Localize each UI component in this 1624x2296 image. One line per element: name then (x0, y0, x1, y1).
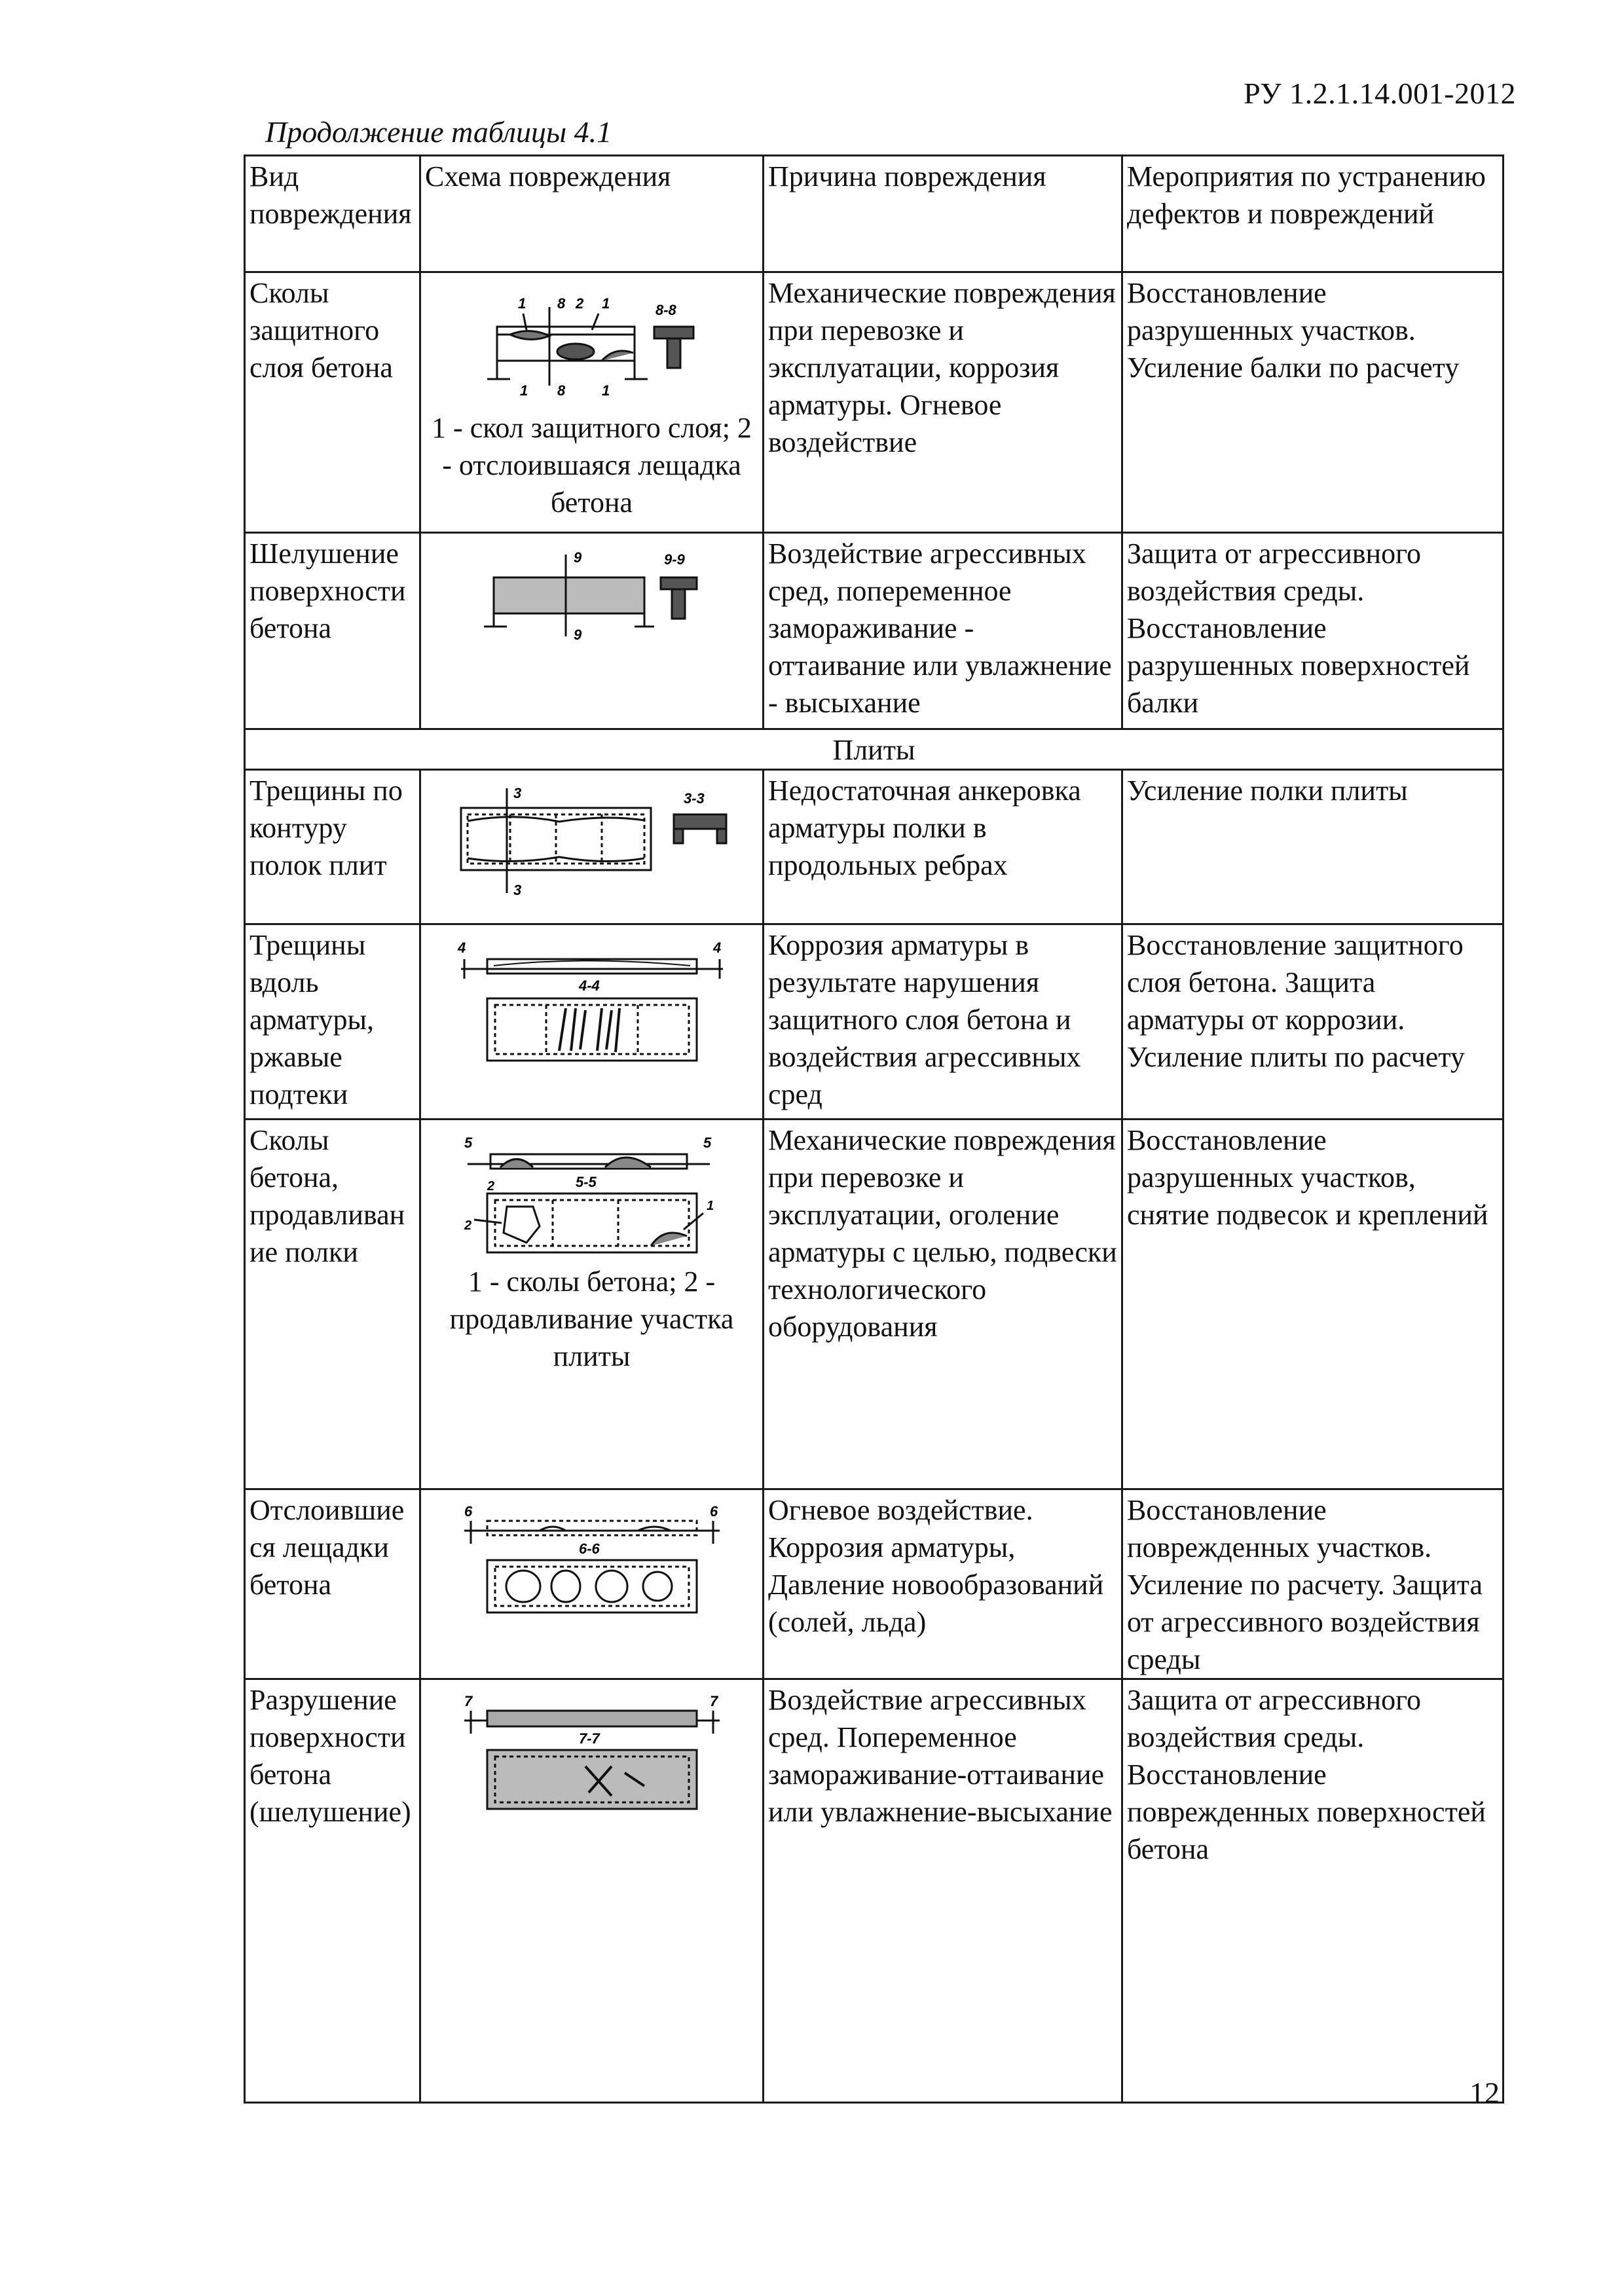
damage-measures: Усиление полки плиты (1122, 770, 1504, 924)
damage-scheme (420, 272, 764, 533)
slab-surface-destruction-diagram (454, 1688, 729, 1819)
damage-measures: Восстановление разрушенных участков. Усиление балки по расчету (1122, 272, 1504, 533)
label-1: 1 (517, 295, 526, 312)
document-code: РУ 1.2.1.14.001-2012 (1244, 77, 1516, 110)
label-6b: 6 (709, 1503, 718, 1520)
slab-plan (487, 1560, 697, 1613)
scheme-legend: 1 - сколы бетона; 2 - продавливание участка плиты (449, 1266, 734, 1372)
label-2b: 2 (487, 1179, 494, 1194)
slab-contour-cracks-diagram (448, 778, 736, 903)
label-7b: 7 (709, 1693, 718, 1709)
label-1d: 1 (601, 382, 610, 399)
section-row (245, 729, 1504, 770)
header-type: Вид повреждения (245, 156, 420, 272)
damage-type: Отслоившиеся лещадки бетона (245, 1489, 420, 1679)
damage-cause: Недостаточная анкеровка арматуры полки в продольных ребрах (764, 770, 1122, 924)
section-title: Плиты (245, 729, 1504, 770)
damage-measures: Восстановление разрушенных участков, снятие подвесок и креплений (1122, 1120, 1504, 1489)
damage-cause: Механические повреждения при перевозке и эксплуатации, оголение арматуры с целью, подвески технологического оборудования (764, 1120, 1122, 1489)
damage-type: Сколы бетона, продавливание полки (245, 1120, 420, 1489)
label-9b: 9 (573, 627, 581, 643)
scheme-legend: 1 - скол защитного слоя; 2 - отслоившаяся лещадка бетона (432, 412, 752, 519)
table-row (245, 1489, 1504, 1679)
damage-measures: Защита от агрессивного воздействия среды. Восстановление поврежденных поверхностей бетона (1122, 1679, 1504, 2103)
peeled-beam (494, 577, 644, 613)
table-row (245, 272, 1504, 533)
table-caption: Продолжение таблицы 4.1 (265, 115, 612, 149)
label-8: 8 (557, 295, 565, 312)
header-measures: Мероприятия по устранению дефектов и повреждений (1122, 156, 1504, 272)
label-5b: 5 (703, 1135, 711, 1151)
damage-cause: Воздействие агрессивных сред, попеременное замораживание - оттаивание или увлажнение - высыхание (764, 533, 1122, 729)
label-5: 5 (464, 1135, 472, 1151)
section-label-3-3: 3-3 (683, 790, 705, 807)
damage-scheme (420, 533, 764, 729)
damage-type: Разрушение поверхности бетона (шелушение) (245, 1679, 420, 2103)
damage-scheme (420, 1120, 764, 1489)
page-number: 12 (1469, 2076, 1500, 2109)
label-4: 4 (457, 939, 466, 956)
slab-spalling-diagram (454, 1128, 729, 1259)
damage-scheme (420, 1489, 764, 1679)
label-3: 3 (513, 785, 521, 801)
slab-plan (487, 1750, 697, 1809)
flake-area (557, 344, 594, 359)
damage-cause: Воздействие агрессивных сред. Попеременное замораживание-оттаивание или увлажнение-высыхание (764, 1679, 1122, 2103)
section-label-9-9: 9-9 (663, 551, 685, 568)
section-label-5-5: 5-5 (575, 1174, 597, 1190)
damage-type: Сколы защитного слоя бетона (245, 272, 420, 533)
damage-type: Трещины вдоль арматуры, ржавые подтеки (245, 924, 420, 1120)
table-row (245, 533, 1504, 729)
label-2: 2 (575, 295, 583, 312)
damage-measures: Восстановление поврежденных участков. Усиление по расчету. Защита от агрессивного воздействия среды (1122, 1489, 1504, 1679)
beam-peeling-diagram (481, 541, 703, 646)
damage-cause: Огневое воздействие. Коррозия арматуры, Давление новообразований (солей, льда) (764, 1489, 1122, 1679)
header-cause: Причина повреждения (764, 156, 1122, 272)
table-row (245, 770, 1504, 924)
section-label-6-6: 6-6 (578, 1540, 600, 1557)
section-label-7-7: 7-7 (578, 1730, 600, 1747)
damage-scheme (420, 1679, 764, 2103)
table-row (245, 1120, 1504, 1489)
punch-area (504, 1207, 540, 1243)
damage-table (244, 155, 1504, 2104)
label-9: 9 (573, 549, 581, 566)
slab-plan (487, 998, 697, 1061)
label-7: 7 (464, 1693, 472, 1709)
damage-cause: Механические повреждения при перевозке и эксплуатации, коррозия арматуры. Огневое воздействие (764, 272, 1122, 533)
table-header-row (245, 156, 1504, 272)
beam-spalling-diagram (484, 281, 700, 405)
section-label-4-4: 4-4 (578, 977, 600, 994)
spall-area (510, 331, 549, 339)
label-1b: 1 (601, 295, 610, 312)
label-4b: 4 (712, 939, 721, 956)
table-row (245, 1679, 1504, 2103)
slab-flakes-diagram (454, 1498, 729, 1622)
label-1: 1 (706, 1199, 714, 1213)
damage-scheme (420, 770, 764, 924)
slab-rebar-cracks-diagram (454, 933, 729, 1077)
slab-plan (487, 1194, 697, 1252)
table-row (245, 924, 1504, 1120)
damage-scheme (420, 924, 764, 1120)
label-6: 6 (464, 1503, 472, 1520)
label-3b: 3 (513, 882, 521, 898)
damage-measures: Защита от агрессивного воздействия среды. Восстановление разрушенных поверхностей балки (1122, 533, 1504, 729)
section-label-8-8: 8-8 (655, 302, 676, 318)
label-8b: 8 (557, 382, 565, 399)
label-2: 2 (464, 1218, 471, 1233)
header-scheme: Схема повреждения (420, 156, 764, 272)
damage-type: Шелушение поверхности бетона (245, 533, 420, 729)
damage-type: Трещины по контуру полок плит (245, 770, 420, 924)
damage-measures: Восстановление защитного слоя бетона. Защита арматуры от коррозии. Усиление плиты по расчету (1122, 924, 1504, 1120)
damage-cause: Коррозия арматуры в результате нарушения защитного слоя бетона и воздействия агрессивных сред (764, 924, 1122, 1120)
label-1c: 1 (519, 382, 528, 399)
